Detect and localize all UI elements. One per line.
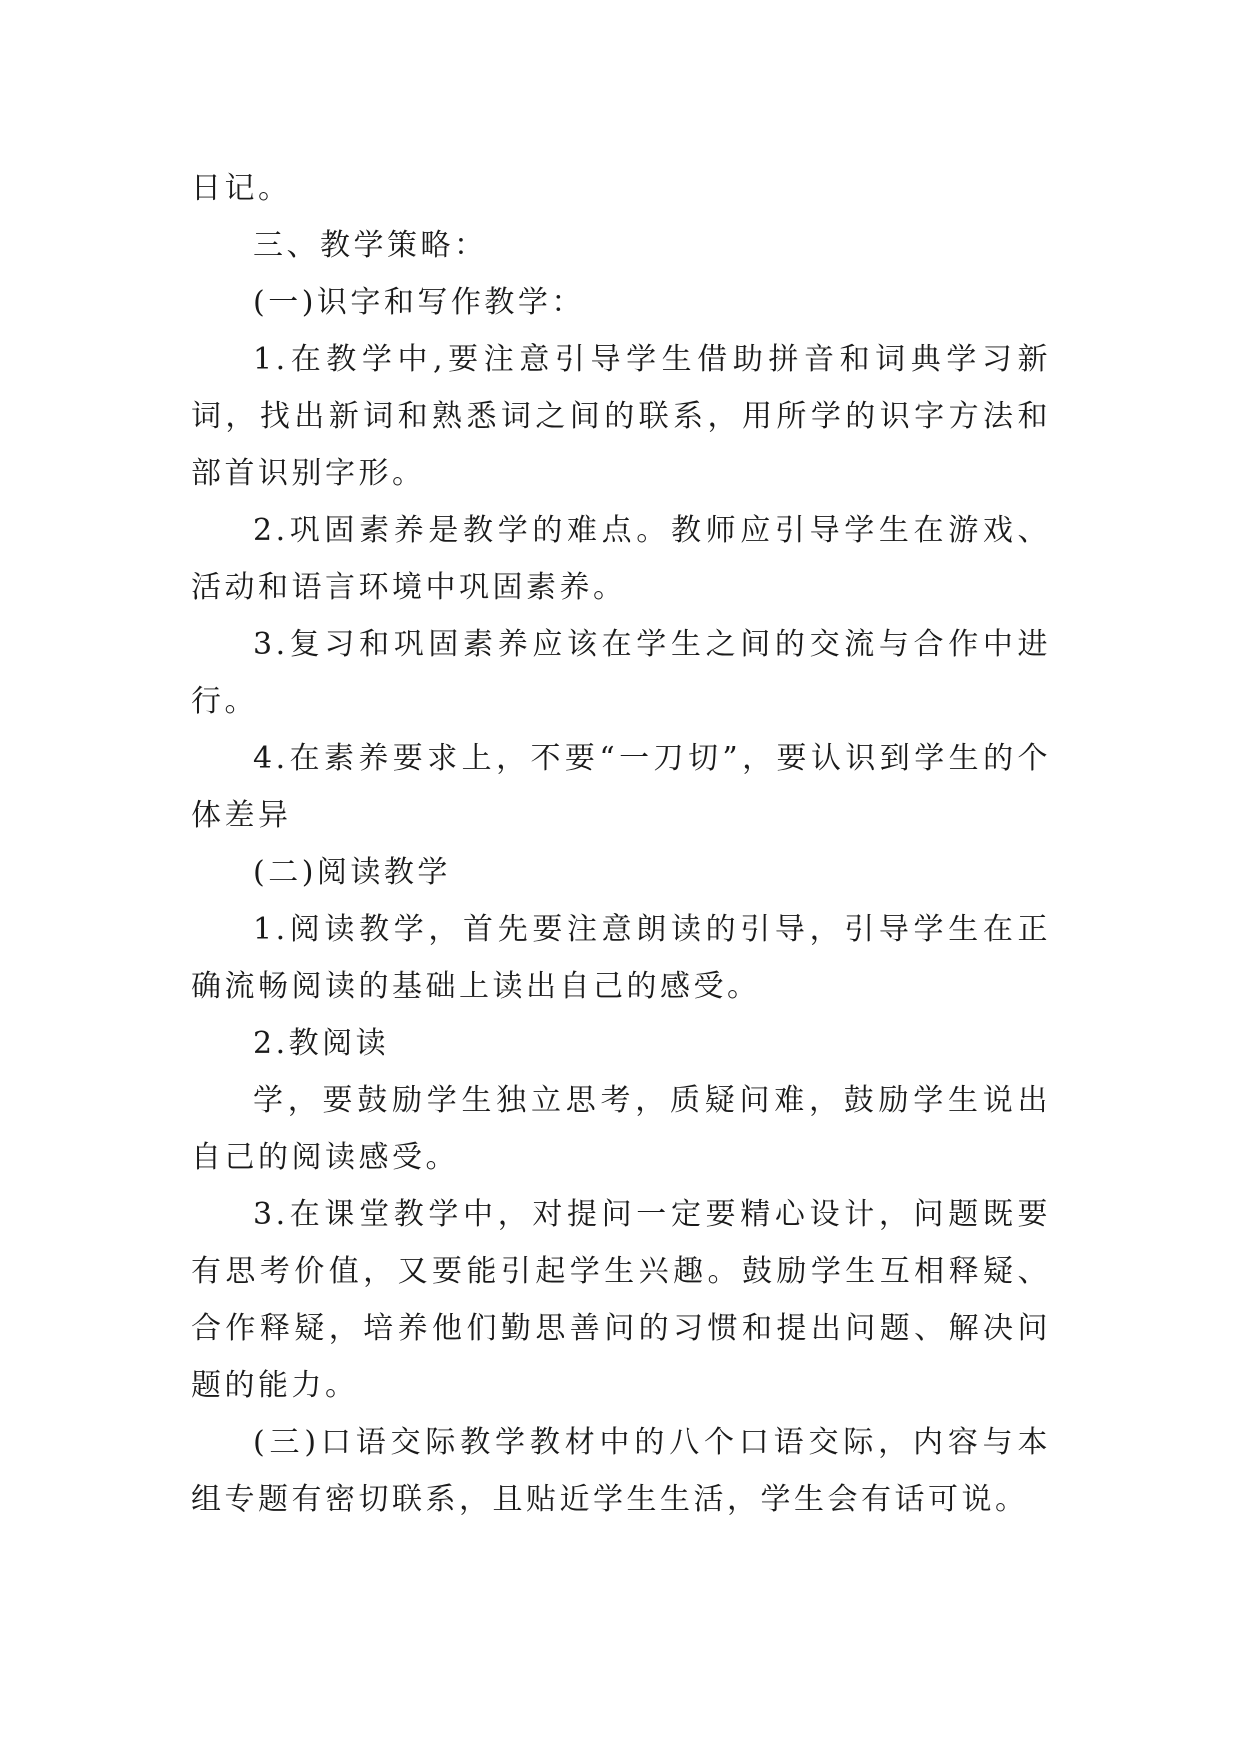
paragraph-reading-item-1: 1.阅读教学，首先要注意朗读的引导，引导学生在正确流畅阅读的基础上读出自己的感受。: [191, 912, 1051, 1004]
subsection-heading-literacy-writing: (一)识字和写作教学：: [253, 285, 585, 320]
subsection-heading-oral-communication: (三)口语交际教学教材中的八个口语交际，内容与本组专题有密切联系，且贴近学生生活，学生会有话可说。: [191, 1425, 1051, 1517]
section-heading-teaching-strategy: 三、教学策略：: [253, 228, 488, 263]
paragraph-continuation: 日记。: [191, 171, 292, 206]
paragraph-reading-item-2-continued: 学，要鼓励学生独立思考，质疑问难，鼓励学生说出自己的阅读感受。: [191, 1083, 1051, 1175]
document-body: [191, 160, 1051, 1528]
subsection-heading-reading: (二)阅读教学: [253, 855, 451, 890]
paragraph-reading-item-3: 3.在课堂教学中，对提问一定要精心设计，问题既要有思考价值，又要能引起学生兴趣。鼓励学生互相释疑、合作释疑，培养他们勤思善问的习惯和提出问题、解决问题的能力。: [191, 1197, 1051, 1403]
paragraph-literacy-item-2: 2.巩固素养是教学的难点。教师应引导学生在游戏、活动和语言环境中巩固素养。: [191, 513, 1051, 605]
paragraph-literacy-item-4: 4.在素养要求上，不要“一刀切”，要认识到学生的个体差异: [191, 741, 1051, 833]
paragraph-literacy-item-1: 1.在教学中,要注意引导学生借助拼音和词典学习新词，找出新词和熟悉词之间的联系，用所学的识字方法和部首识别字形。: [191, 342, 1051, 491]
paragraph-literacy-item-3: 3.复习和巩固素养应该在学生之间的交流与合作中进行。: [191, 627, 1051, 719]
paragraph-reading-item-2: 2.教阅读: [253, 1026, 390, 1061]
